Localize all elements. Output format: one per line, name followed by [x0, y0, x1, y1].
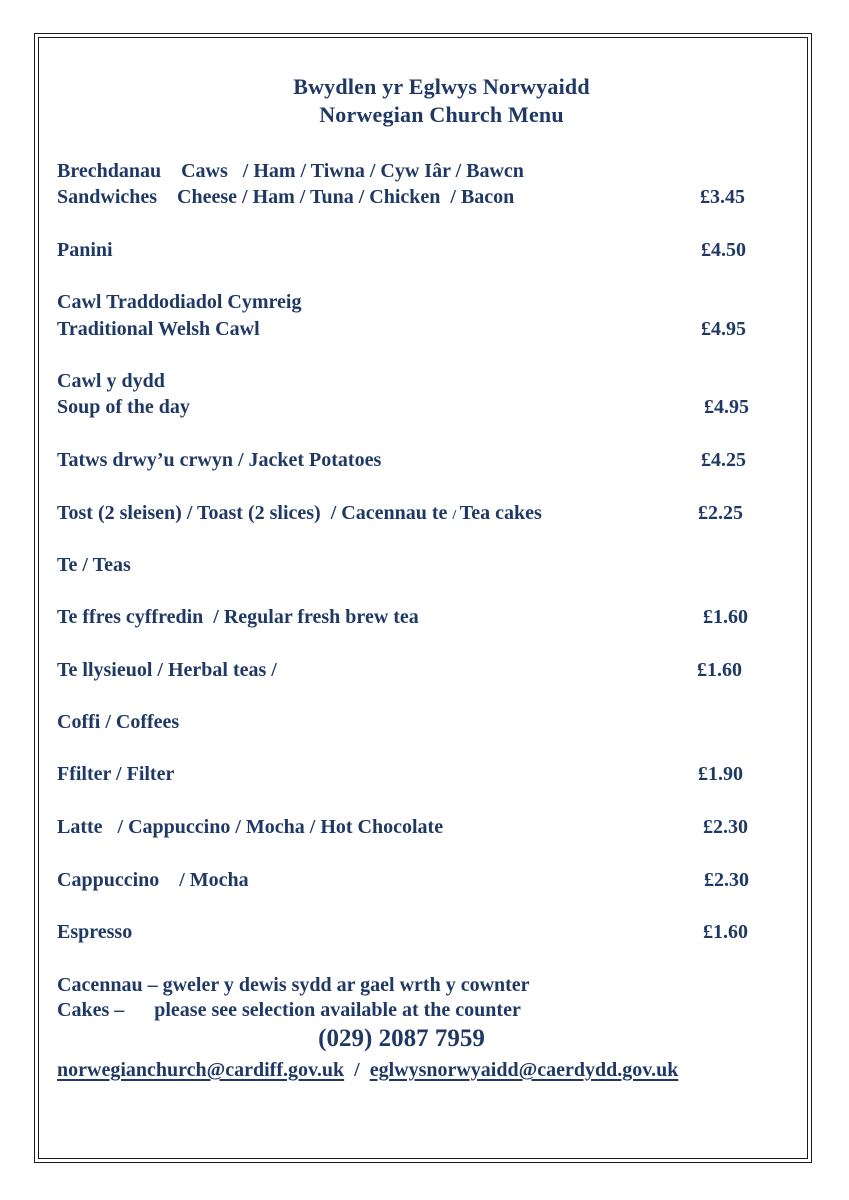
- toast-separator: /: [452, 508, 460, 523]
- filter-price: £1.90: [698, 763, 743, 785]
- cappuccino-price: £2.30: [704, 869, 749, 891]
- soup-price: £4.95: [704, 396, 749, 418]
- filter-item: Ffilter / Filter: [57, 763, 175, 785]
- regular-tea-price: £1.60: [703, 606, 748, 628]
- welsh-email-link[interactable]: eglwysnorwyaidd@caerdydd.gov.uk: [369, 1059, 679, 1081]
- cakes-welsh: Cacennau – gweler y dewis sydd ar gael wrth y cownter: [57, 974, 530, 996]
- cawl-price: £4.95: [701, 318, 746, 340]
- cakes-english: Cakes – please see selection available at the counter: [57, 999, 521, 1021]
- toast-tea-cakes: Tea cakes: [459, 502, 542, 524]
- teas-heading: Te / Teas: [57, 554, 131, 576]
- coffees-heading: Coffi / Coffees: [57, 711, 180, 733]
- latte-price: £2.30: [703, 816, 748, 838]
- sandwiches-welsh: Brechdanau Caws / Ham / Tiwna / Cyw Iâr / Bawcn: [57, 160, 524, 182]
- espresso-item: Espresso: [57, 921, 133, 943]
- sandwiches-english: Sandwiches Cheese / Ham / Tuna / Chicken / Bacon: [57, 186, 515, 208]
- toast-price: £2.25: [698, 502, 743, 524]
- soup-welsh: Cawl y dydd: [57, 370, 165, 392]
- cappuccino-item: Cappuccino / Mocha: [57, 869, 249, 891]
- menu-title-welsh: Bwydlen yr Eglwys Norwyaidd: [293, 74, 590, 99]
- toast-text: Tost (2 sleisen) / Toast (2 slices) / Cacennau te: [57, 502, 453, 524]
- soup-english: Soup of the day: [57, 396, 190, 418]
- espresso-price: £1.60: [703, 921, 748, 943]
- menu-title-english: Norwegian Church Menu: [319, 102, 564, 127]
- english-email-link[interactable]: norwegianchurch@cardiff.gov.uk: [57, 1059, 345, 1081]
- panini-item: Panini: [57, 239, 113, 261]
- cawl-welsh: Cawl Traddodiadol Cymreig: [57, 291, 302, 313]
- herbal-tea-price: £1.60: [697, 659, 742, 681]
- sandwiches-price: £3.45: [700, 186, 745, 208]
- regular-tea-item: Te ffres cyffredin / Regular fresh brew tea: [57, 606, 419, 628]
- cawl-english: Traditional Welsh Cawl: [57, 318, 260, 340]
- email-separator: /: [344, 1059, 370, 1081]
- jacket-potatoes-item: Tatws drwy’u crwyn / Jacket Potatoes: [57, 449, 382, 471]
- panini-price: £4.50: [701, 239, 746, 261]
- email-line: [57, 1059, 678, 1082]
- phone-number: (029) 2087 7959: [318, 1025, 485, 1052]
- jacket-potatoes-price: £4.25: [701, 449, 746, 471]
- toast-item: [57, 502, 542, 525]
- herbal-tea-item: Te llysieuol / Herbal teas /: [57, 659, 277, 681]
- latte-item: Latte / Cappuccino / Mocha / Hot Chocolate: [57, 816, 444, 838]
